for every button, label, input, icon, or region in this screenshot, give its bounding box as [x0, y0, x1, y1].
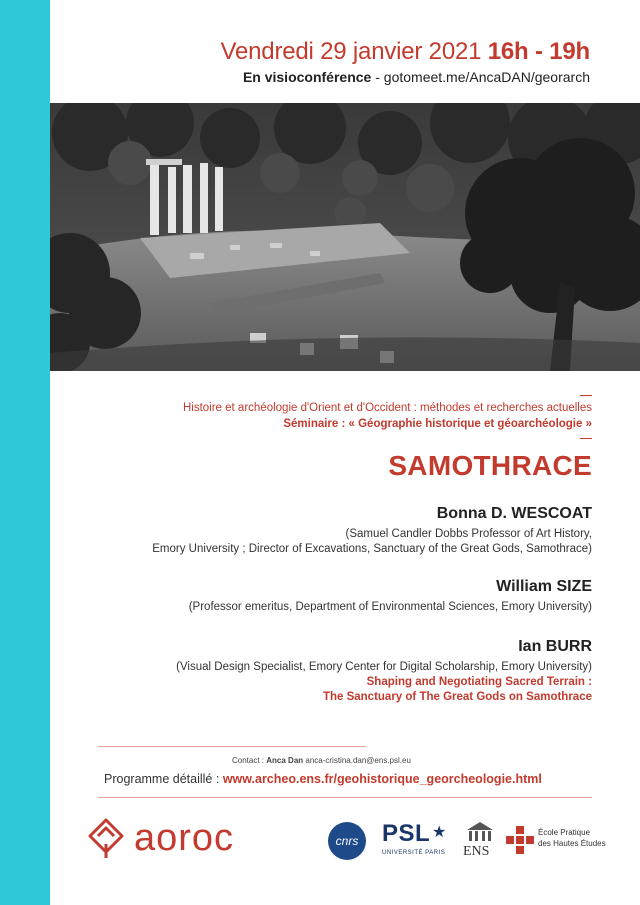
seminar-title: Séminaire : « Géographie historique et géoarchéologie »: [283, 418, 592, 430]
speaker-block-3: [176, 638, 592, 705]
event-date-text: Vendredi 29 janvier 2021: [220, 38, 482, 65]
speaker-affiliation-line: (Professor emeritus, Department of Environmental Sciences, Emory University): [188, 601, 592, 613]
psl-subtitle: UNIVERSITÉ PARIS: [382, 850, 446, 856]
speaker-affiliation-line: Emory University ; Director of Excavations, Sanctuary of the Great Gods, Samothrace): [152, 543, 592, 555]
event-title: SAMOTHRACE: [388, 450, 592, 481]
speaker-block-1: [152, 505, 592, 557]
divider-line: [98, 746, 366, 747]
ruins-photo: [50, 103, 640, 371]
ens-logo: [463, 820, 497, 862]
visio-line: [243, 69, 590, 85]
visio-link[interactable]: gotomeet.me/AncaDAN/georarch: [383, 69, 590, 85]
aoroc-mark-icon: [84, 816, 128, 860]
talk-title-line: The Sanctuary of The Great Gods on Samothrace: [322, 691, 592, 703]
psl-logo: [382, 820, 454, 862]
ens-building-icon: [465, 820, 495, 842]
contact-label: Contact :: [232, 756, 267, 765]
cnrs-wordmark: cnrs: [335, 834, 359, 848]
psl-star-icon: ★: [432, 824, 447, 841]
programme-line: [104, 772, 542, 786]
aoroc-logo: [84, 816, 274, 862]
speaker-affiliation-line: (Visual Design Specialist, Emory Center for Digital Scholarship, Emory University): [176, 661, 592, 673]
programme-label: Programme détaillé :: [104, 772, 223, 786]
ens-wordmark: ENS: [463, 844, 490, 859]
event-time: 16h - 19h: [487, 38, 590, 65]
sidebar-band: [0, 0, 50, 905]
divider-dash-bottom: [580, 438, 592, 439]
contact-line: [232, 756, 411, 765]
cnrs-logo: [328, 822, 366, 860]
psl-wordmark: PSL: [382, 820, 431, 847]
divider-line: [98, 797, 592, 798]
visio-label: En visioconférence: [242, 69, 372, 85]
divider-dash-top: [580, 395, 592, 396]
speaker-block-2: [189, 578, 592, 615]
ephe-mark-icon: [506, 826, 534, 854]
seminar-series: Histoire et archéologie d'Orient et d'Occident : méthodes et recherches actuelles: [182, 402, 592, 414]
speaker-name: Ian BURR: [518, 638, 592, 655]
speaker-name: Bonna D. WESCOAT: [436, 505, 592, 522]
ephe-logo: [506, 822, 616, 862]
aoroc-wordmark: aoroc: [134, 817, 235, 859]
speaker-affiliation-line: (Samuel Candler Dobbs Professor of Art History,: [345, 528, 592, 540]
ephe-name-line: des Hautes Études: [538, 839, 606, 848]
contact-name: Anca Dan: [266, 756, 304, 765]
speaker-name: William SIZE: [496, 578, 592, 595]
contact-email[interactable]: anca-cristina.dan@ens.psl.eu: [303, 756, 411, 765]
event-date: [221, 38, 590, 66]
ephe-name-line: École Pratique: [538, 828, 591, 837]
visio-sep: -: [371, 69, 384, 85]
programme-link[interactable]: www.archeo.ens.fr/geohistorique_georcheologie.html: [222, 772, 542, 786]
talk-title-line: Shaping and Negotiating Sacred Terrain :: [366, 676, 592, 688]
